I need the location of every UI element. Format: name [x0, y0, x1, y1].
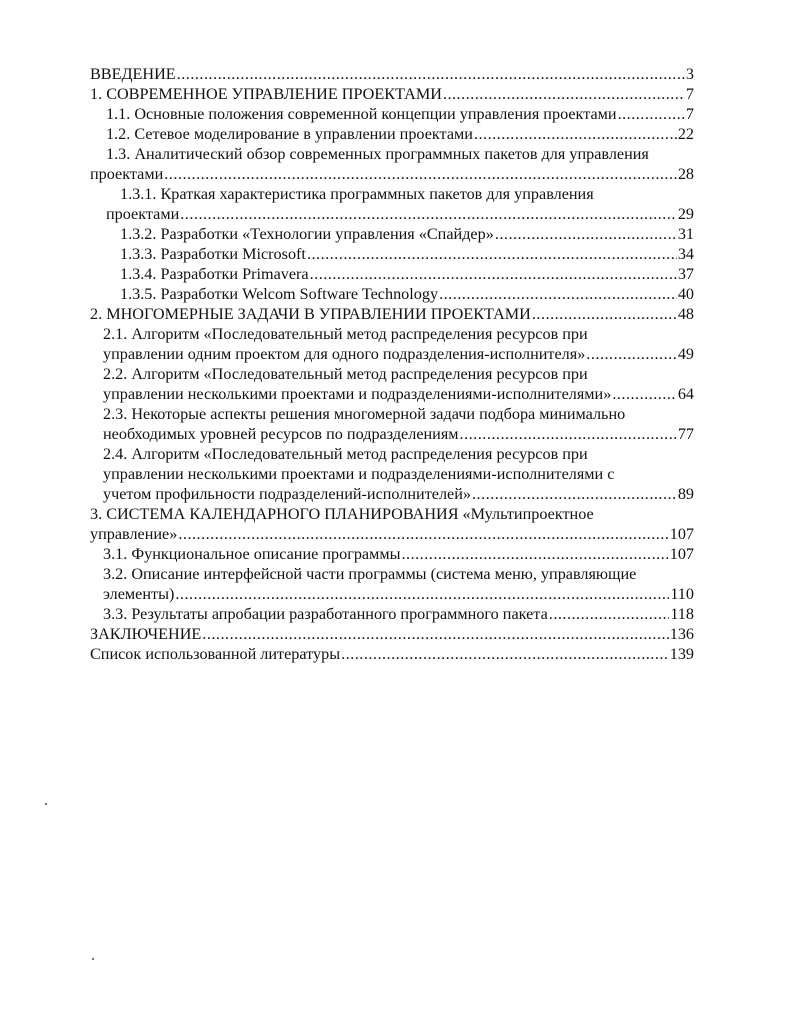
toc-entry-title: 2.2. Алгоритм «Последовательный метод распределения ресурсов при — [103, 365, 588, 383]
toc-entry-ch2 — [0, 304, 799, 324]
toc-page-number: 7 — [685, 85, 694, 103]
dot-leader — [341, 644, 669, 664]
toc-page-number: 37 — [677, 265, 694, 283]
toc-entry-title: 1. СОВРЕМЕННОЕ УПРАВЛЕНИЕ ПРОЕКТАМИ — [90, 85, 442, 103]
toc-page-number: 7 — [685, 105, 694, 123]
toc-line — [0, 604, 694, 624]
toc-entry-title: 2.3. Некоторые аспекты решения многомерной задачи подбора минимально — [103, 405, 626, 423]
toc-entry-title: 1.3.2. Разработки «Технологии управления «Спайдер» — [120, 225, 494, 243]
toc-line — [0, 64, 694, 84]
dot-leader — [401, 544, 668, 564]
toc-line — [0, 364, 694, 384]
toc-line — [0, 564, 694, 584]
toc-line — [0, 84, 694, 104]
toc-line — [0, 644, 694, 664]
dot-leader — [202, 624, 668, 644]
toc-entry-title: ЗАКЛЮЧЕНИЕ — [90, 625, 202, 643]
toc-line — [0, 544, 694, 564]
dot-leader — [178, 524, 668, 544]
dot-leader — [586, 344, 677, 364]
toc-entry-s2-1 — [0, 324, 799, 364]
toc-page-number: 110 — [670, 585, 694, 603]
toc-entry-title: необходимых уровней ресурсов по подразделениям — [103, 425, 459, 443]
toc-line — [0, 584, 694, 604]
dot-leader — [164, 164, 677, 184]
toc-entry-title: 2.4. Алгоритм «Последовательный метод распределения ресурсов при — [103, 445, 588, 463]
toc-entry-references — [0, 644, 799, 664]
toc-line — [0, 344, 694, 364]
toc-line — [0, 484, 694, 504]
toc-entry-title: 3.2. Описание интерфейсной части программы (система меню, управляющие — [103, 565, 637, 583]
toc-entry-title: 3. СИСТЕМА КАЛЕНДАРНОГО ПЛАНИРОВАНИЯ «Мультипроектное — [90, 505, 594, 523]
toc-entry-s1-2 — [0, 124, 799, 144]
toc-entry-title: 1.3.4. Разработки Primavera — [120, 265, 309, 283]
toc-entry-title: 2. МНОГОМЕРНЫЕ ЗАДАЧИ В УПРАВЛЕНИИ ПРОЕКТАМИ — [90, 305, 531, 323]
toc-entry-title: управлении несколькими проектами и подразделениями-исполнителями» — [103, 385, 612, 403]
toc-page-number: 107 — [669, 525, 694, 543]
toc-line — [0, 284, 694, 304]
dot-leader — [307, 244, 677, 264]
toc-page-number: 22 — [677, 125, 694, 143]
toc-entry-title: 3.3. Результаты апробации разработанного программного пакета — [103, 605, 548, 623]
toc-page-number: 64 — [677, 385, 694, 403]
toc-entry-title: 3.1. Функциональное описание программы — [103, 545, 401, 563]
toc-line — [0, 504, 694, 524]
toc-entry-intro — [0, 64, 799, 84]
toc-line — [0, 244, 694, 264]
toc-page-number: 31 — [677, 225, 694, 243]
dot-leader — [495, 224, 677, 244]
toc-line — [0, 304, 694, 324]
dot-leader — [177, 64, 685, 84]
toc-page-number: 77 — [677, 425, 694, 443]
toc-page-number: 40 — [677, 285, 694, 303]
toc-entry-title: ВВЕДЕНИЕ — [90, 65, 176, 83]
toc-line — [0, 524, 694, 544]
toc-line — [0, 124, 694, 144]
toc-page-number: 49 — [677, 345, 694, 363]
toc-line — [0, 104, 694, 124]
toc-line — [0, 444, 694, 464]
toc-entry-title: проектами — [106, 205, 180, 223]
toc-page-number: 48 — [677, 305, 694, 323]
toc-entry-s1-3-5 — [0, 284, 799, 304]
toc-line — [0, 624, 694, 644]
toc-line — [0, 144, 694, 164]
toc-entry-title: 1.3.3. Разработки Microsoft — [120, 245, 306, 263]
toc-page-number: 29 — [677, 205, 694, 223]
toc-page-number: 118 — [670, 605, 694, 623]
dot-leader — [474, 124, 677, 144]
toc-entry-s1-3-1 — [0, 184, 799, 224]
toc-entry-s3-2 — [0, 564, 799, 604]
dot-leader — [612, 384, 677, 404]
toc-line — [0, 204, 694, 224]
toc-page-number: 3 — [685, 65, 694, 83]
toc-line — [0, 464, 694, 484]
toc-entry-title: управлении несколькими проектами и подразделениями-исполнителями с — [103, 465, 615, 483]
dot-leader — [460, 424, 677, 444]
toc-page-number: 107 — [669, 545, 694, 563]
toc-entry-conclusion — [0, 624, 799, 644]
dot-leader — [180, 204, 677, 224]
toc-entry-title: проектами — [90, 165, 164, 183]
scan-speck — [92, 958, 94, 960]
toc-line — [0, 224, 694, 244]
toc-line — [0, 164, 694, 184]
toc-entry-s1-1 — [0, 104, 799, 124]
toc-page-number: 139 — [669, 645, 694, 663]
toc-line — [0, 424, 694, 444]
dot-leader — [439, 284, 677, 304]
toc-entry-title: учетом профильности подразделений-исполнителей» — [103, 485, 471, 503]
toc-line — [0, 324, 694, 344]
dot-leader — [472, 484, 677, 504]
toc-entry-s2-3 — [0, 404, 799, 444]
dot-leader — [532, 304, 677, 324]
toc-entry-s2-4 — [0, 444, 799, 504]
toc-entry-s1-3-2 — [0, 224, 799, 244]
toc-line — [0, 384, 694, 404]
toc-entry-title: 2.1. Алгоритм «Последовательный метод распределения ресурсов при — [103, 325, 588, 343]
toc-entry-s1-3-3 — [0, 244, 799, 264]
toc-entry-ch1 — [0, 84, 799, 104]
toc-entry-title: 1.3. Аналитический обзор современных программных пакетов для управления — [106, 145, 649, 163]
toc-entry-title: управление» — [90, 525, 178, 543]
toc-entry-title: 1.2. Сетевое моделирование в управлении проектами — [106, 125, 473, 143]
table-of-contents — [0, 64, 799, 664]
toc-line — [0, 404, 694, 424]
toc-entry-s2-2 — [0, 364, 799, 404]
toc-page-number: 34 — [677, 245, 694, 263]
toc-entry-title: управлении одним проектом для одного подразделения-исполнителя» — [103, 345, 586, 363]
toc-entry-ch3 — [0, 504, 799, 544]
toc-entry-title: 1.3.1. Краткая характеристика программных пакетов для управления — [120, 185, 594, 203]
toc-entry-title: элементы) — [103, 585, 175, 603]
toc-entry-s1-3-4 — [0, 264, 799, 284]
dot-leader — [618, 104, 685, 124]
toc-page-number: 136 — [669, 625, 694, 643]
toc-entry-s3-3 — [0, 604, 799, 624]
toc-entry-s1-3 — [0, 144, 799, 184]
dot-leader — [549, 604, 670, 624]
toc-page-number: 89 — [677, 485, 694, 503]
toc-entry-s3-1 — [0, 544, 799, 564]
toc-entry-title: 1.1. Основные положения современной концепции управления проектами — [106, 105, 617, 123]
dot-leader — [175, 584, 669, 604]
dot-leader — [443, 84, 685, 104]
scan-speck — [45, 803, 47, 805]
dot-leader — [310, 264, 677, 284]
toc-entry-title: 1.3.5. Разработки Welcom Software Technology — [120, 285, 439, 303]
toc-line — [0, 184, 694, 204]
toc-line — [0, 264, 694, 284]
toc-page-number: 28 — [677, 165, 694, 183]
toc-entry-title: Список использованной литературы — [90, 645, 341, 663]
